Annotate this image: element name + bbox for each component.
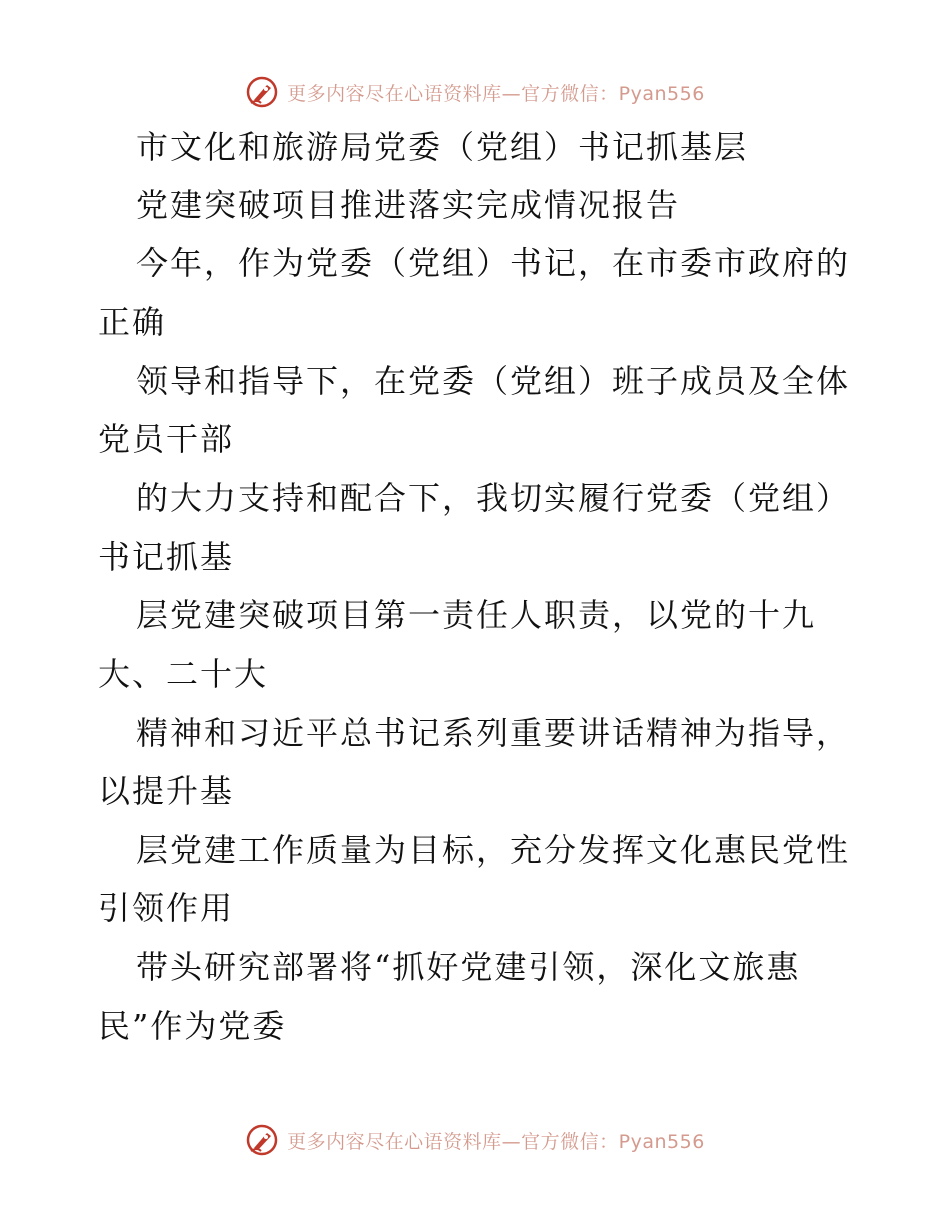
footer-watermark	[0, 1120, 950, 1160]
paragraph-line: 今年，作为党委（党组）书记，在市委市政府的	[136, 244, 851, 282]
paragraph-line: 党员干部	[98, 420, 235, 458]
paragraph-line: 带头研究部署将“抓好党建引领，深化文旅惠	[136, 948, 801, 986]
paragraph-line: 以提升基	[98, 772, 235, 810]
watermark-text: 更多内容尽在心语资料库—官方微信：Pyan556	[287, 82, 705, 105]
paragraph-line: 层党建突破项目第一责任人职责，以党的十九	[136, 596, 817, 634]
watermark-text: 更多内容尽在心语资料库—官方微信：Pyan556	[287, 1130, 705, 1153]
document-title-line-2: 党建突破项目推进落实完成情况报告	[136, 186, 681, 224]
paragraph-line: 精神和习近平总书记系列重要讲话精神为指导，	[136, 714, 851, 752]
paragraph-line: 的大力支持和配合下，我切实履行党委（党组）	[136, 479, 851, 517]
paragraph-line: 领导和指导下，在党委（党组）班子成员及全体	[136, 362, 851, 400]
paragraph-line: 正确	[98, 303, 167, 341]
header-watermark	[0, 72, 950, 112]
pen-nib-seal-icon	[245, 75, 279, 109]
pen-nib-seal-icon	[245, 1123, 279, 1157]
paragraph-line: 大、二十大	[98, 655, 269, 693]
paragraph-line: 民”作为党委	[98, 1007, 287, 1045]
document-title-line-1: 市文化和旅游局党委（党组）书记抓基层	[136, 128, 749, 166]
paragraph-line: 层党建工作质量为目标，充分发挥文化惠民党性	[136, 831, 851, 869]
paragraph-line: 引领作用	[98, 889, 235, 927]
paragraph-line: 书记抓基	[98, 538, 235, 576]
